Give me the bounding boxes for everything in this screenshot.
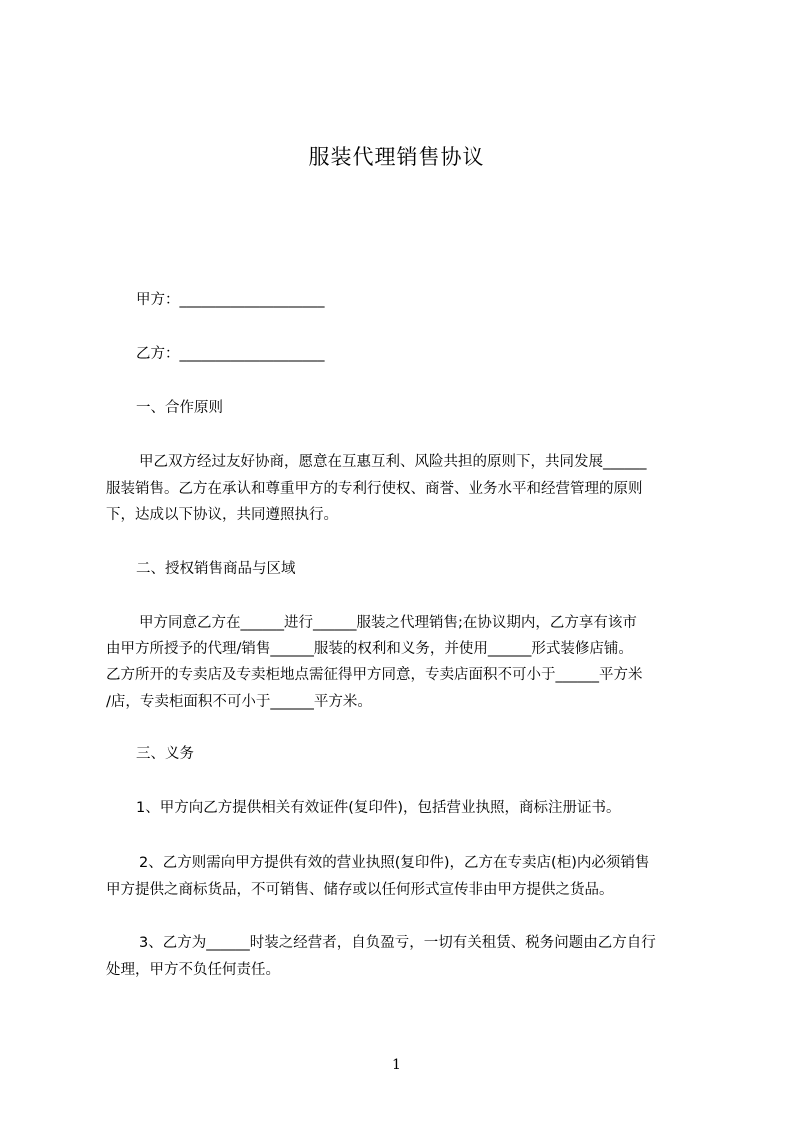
obligation-item-2: 甲方提供之商标货品，不可销售、储存或以任何形式宣传非由甲方提供之货品。 bbox=[106, 882, 614, 898]
page-number: 1 bbox=[392, 1057, 401, 1073]
obligation-item-2: 2、乙方则需向甲方提供有效的营业执照(复印件)，乙方在专卖店(柜)内必须销售 bbox=[139, 855, 650, 871]
section-2-text: 由甲方所授予的代理/销售______服装的权利和义务，并使用______形式装修店铺。 bbox=[106, 641, 633, 657]
section-2-text: 甲方同意乙方在______进行______服装之代理销售;在协议期内，乙方享有该市 bbox=[139, 615, 637, 631]
section-3-heading: 三、义务 bbox=[136, 746, 194, 762]
obligation-item-3: 3、乙方为______时装之经营者，自负盈亏，一切有关租赁、税务问题由乙方自行 bbox=[139, 935, 656, 951]
party-b-line: 乙方：____________________ bbox=[136, 346, 325, 362]
party-a-line: 甲方：____________________ bbox=[136, 292, 325, 308]
section-1-text: 下，达成以下协议，共同遵照执行。 bbox=[106, 507, 338, 523]
section-1-text: 服装销售。乙方在承认和尊重甲方的专利行使权、商誉、业务水平和经营管理的原则 bbox=[106, 481, 643, 497]
section-2-heading: 二、授权销售商品与区域 bbox=[136, 561, 296, 577]
obligation-item-1: 1、甲方向乙方提供相关有效证件(复印件)，包括营业执照，商标注册证书。 bbox=[136, 800, 621, 816]
section-2-text: /店，专卖柜面积不可小于______平方米。 bbox=[106, 694, 372, 710]
page-title: 服装代理销售协议 bbox=[308, 145, 485, 169]
section-1-text: 甲乙双方经过友好协商，愿意在互惠互利、风险共担的原则下，共同发展______ bbox=[139, 454, 647, 470]
section-1-heading: 一、合作原则 bbox=[136, 400, 223, 416]
section-2-text: 乙方所开的专卖店及专卖柜地点需征得甲方同意，专卖店面积不可小于______平方米 bbox=[106, 667, 643, 683]
obligation-item-3: 处理，甲方不负任何责任。 bbox=[106, 962, 280, 978]
